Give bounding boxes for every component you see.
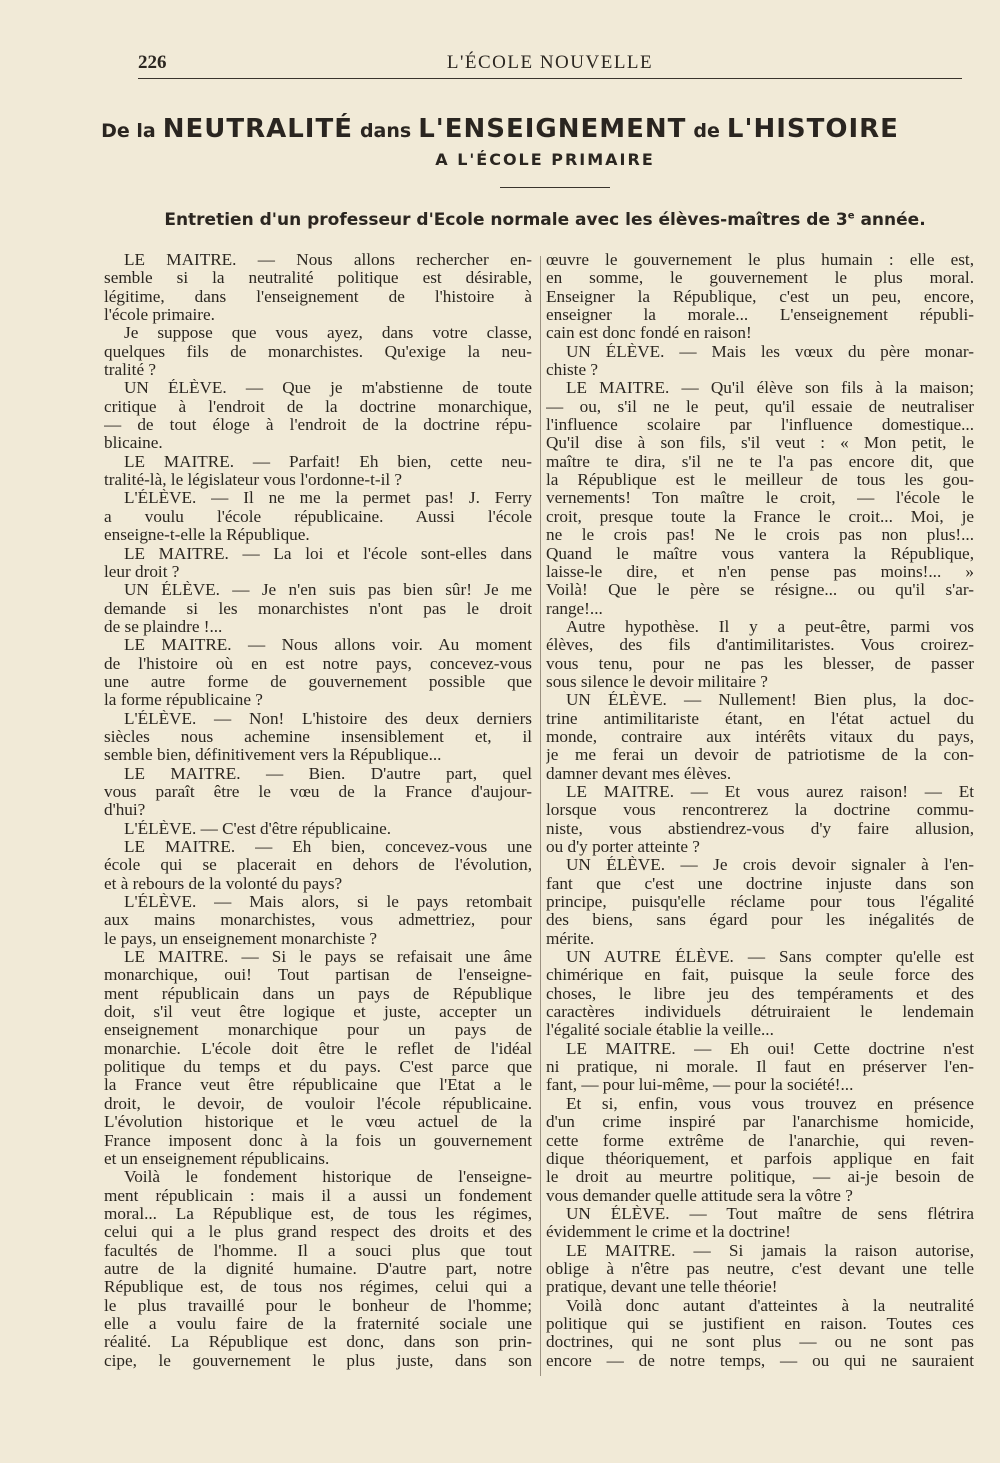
- title-word: L'ENSEIGNEMENT: [418, 114, 687, 144]
- text-line: tralité ?: [104, 361, 157, 380]
- text-line: Voilà le fondement historique de l'enseigne-: [124, 1168, 532, 1187]
- text-line: mérite.: [546, 929, 595, 948]
- text-line: Voilà! Que le père se résigne... ou qu'il s'ar-: [546, 581, 974, 600]
- text-line: école qui se placerait en dehors de l'évolution,: [104, 856, 532, 875]
- text-line: de l'histoire où en est notre pays, concevez-vous: [104, 654, 532, 673]
- text-line: facultés de l'homme. Il a souci plus que tout: [104, 1241, 532, 1260]
- text-line: sous silence le devoir militaire ?: [546, 672, 768, 691]
- text-line: aux mains monarchistes, vous admettriez, pour: [104, 911, 532, 930]
- text-line: ni pratique, ni morale. Il faut en préserver l'en-: [546, 1058, 974, 1077]
- text-line: le plus travaillé pour le bonheur de l'homme;: [104, 1296, 532, 1315]
- text-line: LE MAITRE. — Si le pays se refaisait une âme: [124, 948, 532, 967]
- text-line: ment républicain : mais il a aussi un fondement: [104, 1186, 532, 1205]
- text-line: critique à l'endroit de la doctrine monarchique,: [104, 397, 532, 416]
- text-line: UN ÉLÈVE. — Nullement! Bien plus, la doc-: [566, 691, 974, 710]
- text-line: UN ÉLÈVE. — Tout maître de sens flétrira: [566, 1204, 974, 1223]
- text-line: d'un crime inspiré par l'anarchisme homicide,: [546, 1113, 974, 1132]
- text-line: évidemment le crime et la doctrine!: [546, 1223, 791, 1242]
- article-title: [0, 114, 1000, 144]
- text-line: de se plaindre !...: [104, 617, 223, 636]
- text-line: quelques fils de monarchistes. Qu'exige la neu-: [104, 342, 532, 361]
- text-line: LE MAITRE. — Si jamais la raison autorise,: [566, 1241, 974, 1260]
- left-column: [104, 251, 532, 1370]
- text-line: L'ÉLÈVE. — Il ne me la permet pas! J. Ferry: [124, 489, 532, 508]
- text-line: elle a voulu faire de la fraternité sociale une: [104, 1314, 532, 1333]
- text-line: UN AUTRE ÉLÈVE. — Sans compter qu'elle est: [566, 948, 974, 967]
- text-line: UN ÉLÈVE. — Je crois devoir signaler à l'en-: [566, 856, 974, 875]
- text-line: la France veut être républicaine que l'Etat a le: [104, 1076, 532, 1095]
- text-line: ment républicain dans un pays de République: [104, 984, 532, 1003]
- text-line: lorsque vous rencontrerez la doctrine commu-: [546, 801, 974, 820]
- text-line: choses, le libre jeu des tempéraments et des: [546, 984, 974, 1003]
- text-line: siècles nous achemine insensiblement et, il: [104, 727, 532, 746]
- text-line: UN ÉLÈVE. — Mais les vœux du père monar-: [566, 342, 974, 361]
- text-line: doit, s'il veut être logique et juste, accepter un: [104, 1003, 532, 1022]
- text-line: dique théoriquement, et parfois applique en fait: [546, 1149, 974, 1168]
- article-subtitle: A L'ÉCOLE PRIMAIRE: [435, 150, 655, 169]
- text-line: et un enseignement républicains.: [104, 1149, 330, 1168]
- text-line: droit, le devoir, de vouloir l'école républicaine.: [104, 1094, 532, 1113]
- title-word: de: [693, 120, 720, 142]
- text-line: fant, — pour lui-même, — pour la société!...: [546, 1076, 854, 1095]
- text-line: L'ÉLÈVE. — Non! L'histoire des deux derniers: [124, 709, 532, 728]
- text-line: L'évolution historique et le vœu actuel de la: [104, 1113, 532, 1132]
- text-line: l'égalité sociale établie la veille...: [546, 1021, 774, 1040]
- text-line: leur droit ?: [104, 562, 180, 581]
- text-line: enseigner la morale... L'enseignement républi-: [546, 306, 974, 325]
- text-line: L'ÉLÈVE. — C'est d'être républicaine.: [124, 819, 392, 838]
- text-line: Je suppose que vous ayez, dans votre classe,: [124, 324, 532, 343]
- text-line: fant que c'est une doctrine injuste dans son: [546, 874, 974, 893]
- text-line: damner devant mes élèves.: [546, 764, 732, 783]
- text-line: enseigne-t-elle la République.: [104, 526, 310, 545]
- text-line: je me ferai un devoir de patriotisme de la con-: [546, 746, 974, 765]
- text-line: Voilà donc autant d'atteintes à la neutralité: [566, 1296, 974, 1315]
- text-line: ou d'y porter atteinte ?: [546, 838, 700, 856]
- text-line: et à rebours de la volonté du pays?: [104, 874, 343, 893]
- text-line: Autre hypothèse. Il y a peut-être, parmi vos: [566, 617, 974, 636]
- title-word: L'HISTOIRE: [726, 114, 899, 144]
- text-line: politique qui se justifient en raison. Toutes ces: [546, 1314, 974, 1333]
- text-line: — ou, s'il ne le peut, qu'il essaie de neutraliser: [546, 397, 974, 416]
- text-line: chiste ?: [546, 361, 599, 380]
- intro-text-end: année.: [854, 210, 926, 230]
- text-line: enseignement monarchique pour un pays de: [104, 1021, 532, 1040]
- text-line: semble bien, définitivement vers la République...: [104, 746, 442, 765]
- text-line: LE MAITRE. — Nous allons rechercher en-: [124, 251, 532, 269]
- text-line: une autre forme de gouvernement possible que: [104, 672, 532, 691]
- text-line: cipe, le gouvernement le plus juste, dans son: [104, 1351, 532, 1370]
- text-line: la forme républicaine ?: [104, 691, 263, 710]
- text-line: principe, puisqu'elle réclame pour tous l'égalité: [546, 893, 974, 912]
- text-line: des biens, sans égard pour les inégalités de: [546, 911, 974, 930]
- text-line: vernements! Ton maître le croit, — l'école le: [546, 489, 974, 508]
- text-line: élèves, des fils d'antimilitaristes. Vous croirez-: [546, 636, 974, 655]
- text-line: LE MAITRE. — Parfait! Eh bien, cette neu-: [124, 452, 532, 471]
- text-line: celui qui a le plus grand respect des droits et des: [104, 1223, 532, 1242]
- text-line: tralité-là, le législateur vous l'ordonne-t-il ?: [104, 471, 403, 490]
- text-line: UN ÉLÈVE. — Que je m'abstienne de toute: [124, 379, 532, 398]
- text-line: légitime, dans l'enseignement de l'histoire à: [104, 287, 532, 306]
- text-line: semble si la neutralité politique est désirable,: [104, 269, 532, 288]
- text-line: Et si, enfin, vous vous trouvez en présence: [566, 1094, 974, 1113]
- journal-name: L'ÉCOLE NOUVELLE: [446, 52, 654, 73]
- text-line: ne le crois pas! Ne le crois pas non plus!...: [546, 526, 974, 545]
- article-intro: [0, 210, 1000, 230]
- text-line: UN ÉLÈVE. — Je n'en suis pas bien sûr! Je me: [124, 581, 532, 600]
- text-line: encore — de notre temps, — ou qui ne sauraient: [546, 1351, 974, 1370]
- text-line: laisse-le dire, et n'en pense pas moins!... »: [546, 562, 974, 581]
- text-line: a voulu l'école républicaine. Aussi l'école: [104, 507, 532, 526]
- text-line: vous demander quelle attitude sera la vôtre ?: [546, 1186, 853, 1205]
- text-line: trine antimilitariste étant, en l'état actuel du: [546, 709, 974, 728]
- text-line: maître te dira, s'il ne te l'a pas encore dit, que: [546, 452, 974, 471]
- text-line: niste, vous abstiendrez-vous d'y faire allusion,: [546, 819, 974, 838]
- text-line: autre de la dignité humaine. D'autre part, notre: [104, 1259, 532, 1278]
- text-line: l'influence scolaire par l'influence domestique...: [546, 416, 974, 435]
- text-line: République est, de tous nos régimes, celui qui a: [104, 1278, 532, 1297]
- text-line: chimérique en fait, puisque la seule force des: [546, 966, 974, 985]
- title-word: dans: [359, 120, 412, 142]
- text-line: œuvre le gouvernement le plus humain : elle est,: [546, 251, 974, 269]
- text-line: LE MAITRE. — Et vous aurez raison! — Et: [566, 782, 974, 801]
- text-line: LE MAITRE. — Bien. D'autre part, quel: [124, 764, 532, 783]
- title-word: NEUTRALITÉ: [162, 114, 353, 144]
- text-line: réalité. La République est donc, dans son prin-: [104, 1333, 532, 1352]
- text-line: Enseigner la République, c'est un peu, encore,: [546, 287, 974, 306]
- text-line: demande si les monarchistes n'ont pas le droit: [104, 599, 532, 618]
- text-line: cette forme extrême de l'anarchie, qui reven-: [546, 1131, 974, 1150]
- text-line: oblige à n'être pas neutre, c'est devant une telle: [546, 1259, 974, 1278]
- text-line: Qu'il dise à son fils, s'il veut : « Mon petit, le: [546, 434, 974, 453]
- text-line: LE MAITRE. — Eh oui! Cette doctrine n'est: [566, 1039, 974, 1058]
- text-line: monarchie. L'école doit être le reflet de l'idéal: [104, 1039, 532, 1058]
- text-line: moral... La République est, de tous les régimes,: [104, 1204, 532, 1223]
- text-line: en somme, le gouvernement le plus moral.: [546, 269, 974, 288]
- title-rule: [500, 187, 610, 188]
- title-word: De la: [101, 120, 156, 142]
- text-line: vous paraît être le vœu de la France d'aujour-: [104, 782, 532, 801]
- text-line: caractères individuels détruiraient le lendemain: [546, 1003, 974, 1022]
- text-line: d'hui?: [104, 801, 146, 820]
- text-line: cain est donc fondé en raison!: [546, 324, 752, 343]
- text-line: range!...: [546, 599, 603, 618]
- text-line: monarchique, oui! Tout partisan de l'enseigne-: [104, 966, 532, 985]
- intro-text: Entretien d'un professeur d'Ecole normale avec les élèves-maîtres de 3: [164, 210, 848, 230]
- text-line: LE MAITRE. — Eh bien, concevez-vous une: [124, 838, 532, 856]
- text-line: doctrines, qui ne sont plus — ou ne sont pas: [546, 1333, 974, 1352]
- column-divider: [540, 256, 541, 1376]
- text-line: monde, contraire aux intérêts vitaux du pays,: [546, 727, 974, 746]
- text-line: l'école primaire.: [104, 306, 215, 325]
- text-line: la République est le meilleur de tous les gou-: [546, 471, 974, 490]
- text-line: Quand le maître vous vantera la République,: [546, 544, 974, 563]
- text-line: — de tout éloge à l'endroit de la doctrine répu-: [104, 416, 532, 435]
- intro-superscript: e: [847, 210, 855, 222]
- text-line: LE MAITRE. — Nous allons voir. Au moment: [124, 636, 532, 655]
- page-number: 226: [138, 52, 167, 73]
- text-line: croit, presque toute la France le croit... Moi, je: [546, 507, 974, 526]
- text-line: politique du temps et du pays. C'est parce que: [104, 1058, 532, 1077]
- text-line: le pays, un enseignement monarchiste ?: [104, 929, 378, 948]
- text-line: L'ÉLÈVE. — Mais alors, si le pays retombait: [124, 893, 532, 912]
- text-line: France imposent donc à la fois un gouvernement: [104, 1131, 532, 1150]
- text-line: le droit au meurtre politique, — ai-je besoin de: [546, 1168, 974, 1187]
- running-head: [138, 52, 962, 79]
- text-line: pratique, devant une telle théorie!: [546, 1278, 778, 1297]
- text-line: blicaine.: [104, 434, 163, 453]
- text-line: LE MAITRE. — Qu'il élève son fils à la maison;: [566, 379, 974, 398]
- right-column: [546, 251, 974, 1370]
- text-line: vous tenu, pour ne pas les blesser, de passer: [546, 654, 974, 673]
- text-line: LE MAITRE. — La loi et l'école sont-elles dans: [124, 544, 532, 563]
